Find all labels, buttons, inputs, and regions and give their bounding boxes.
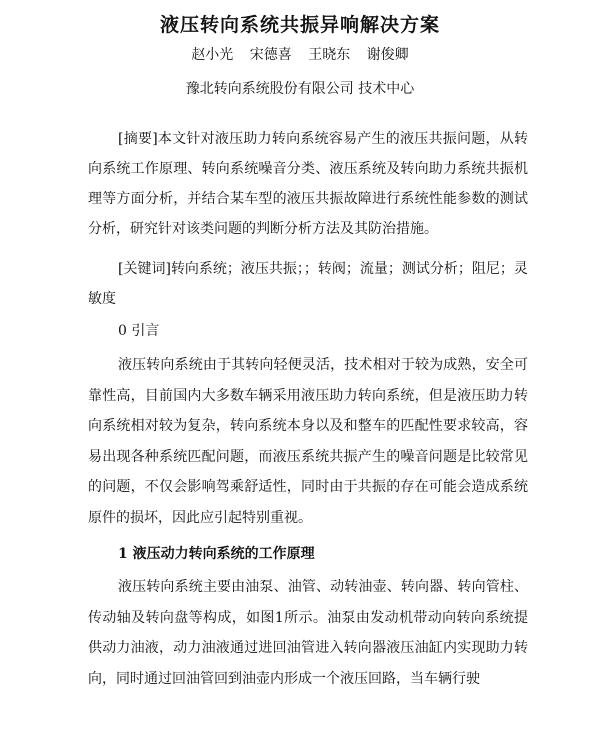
- abstract-label: [摘要]: [118, 131, 158, 147]
- principle-paragraph: 液压转向系统主要由油泵、油管、动转油壶、转向器、转向管柱、传动轴及转向盘等构成，如图1所示。油泵由发动机带动向转向系统提供动力油液，动力油液通过进回油管进入转向器液压油缸内实现助力转向，同时通过回油管回到油壶内形成一个液压回路，当车辆行驶: [88, 579, 528, 687]
- abstract-text: 本文针对液压助力转向系统容易产生的液压共振问题，从转向系统工作原理、转向系统噪音分类、液压系统及转向助力系统共振机理等方面分析，并结合某车型的液压共振故障进行系统性能参数的测试分析，研究针对该类问题的判断分析方法及其防治措施。: [88, 131, 528, 237]
- keywords-label: [关键词]: [118, 261, 171, 277]
- section-heading-introduction: 0 引言: [118, 323, 160, 339]
- author-list: 赵小光 宋德喜 王晓东 谢俊卿: [191, 47, 409, 63]
- keywords-block: [88, 254, 528, 314]
- paper-title: 液压转向系统共振异响解决方案: [159, 14, 440, 36]
- intro-paragraph: 液压转向系统由于其转向轻便灵活，技术相对于较为成熟，安全可靠性高，目前国内大多数车辆采用液压助力转向系统，但是液压助力转向系统相对较为复杂，转向系统本身以及和整车的匹配性要求较高，容易出现各种系统匹配问题，而液压系统共振产生的噪音问题是比较常见的问题，不仅会影响驾乘舒适性，同时由于共振的存在可能会造成系统原件的损坏，因此应引起特别重视。: [88, 357, 528, 526]
- keywords-text: 转向系统；液压共振；；转阀；流量；测试分析；阻尼；灵敏度: [88, 261, 528, 307]
- section-heading-working-principle: 1 液压动力转向系统的工作原理: [118, 546, 315, 562]
- abstract-block: [88, 124, 528, 244]
- affiliation: 豫北转向系统股份有限公司 技术中心: [185, 81, 415, 97]
